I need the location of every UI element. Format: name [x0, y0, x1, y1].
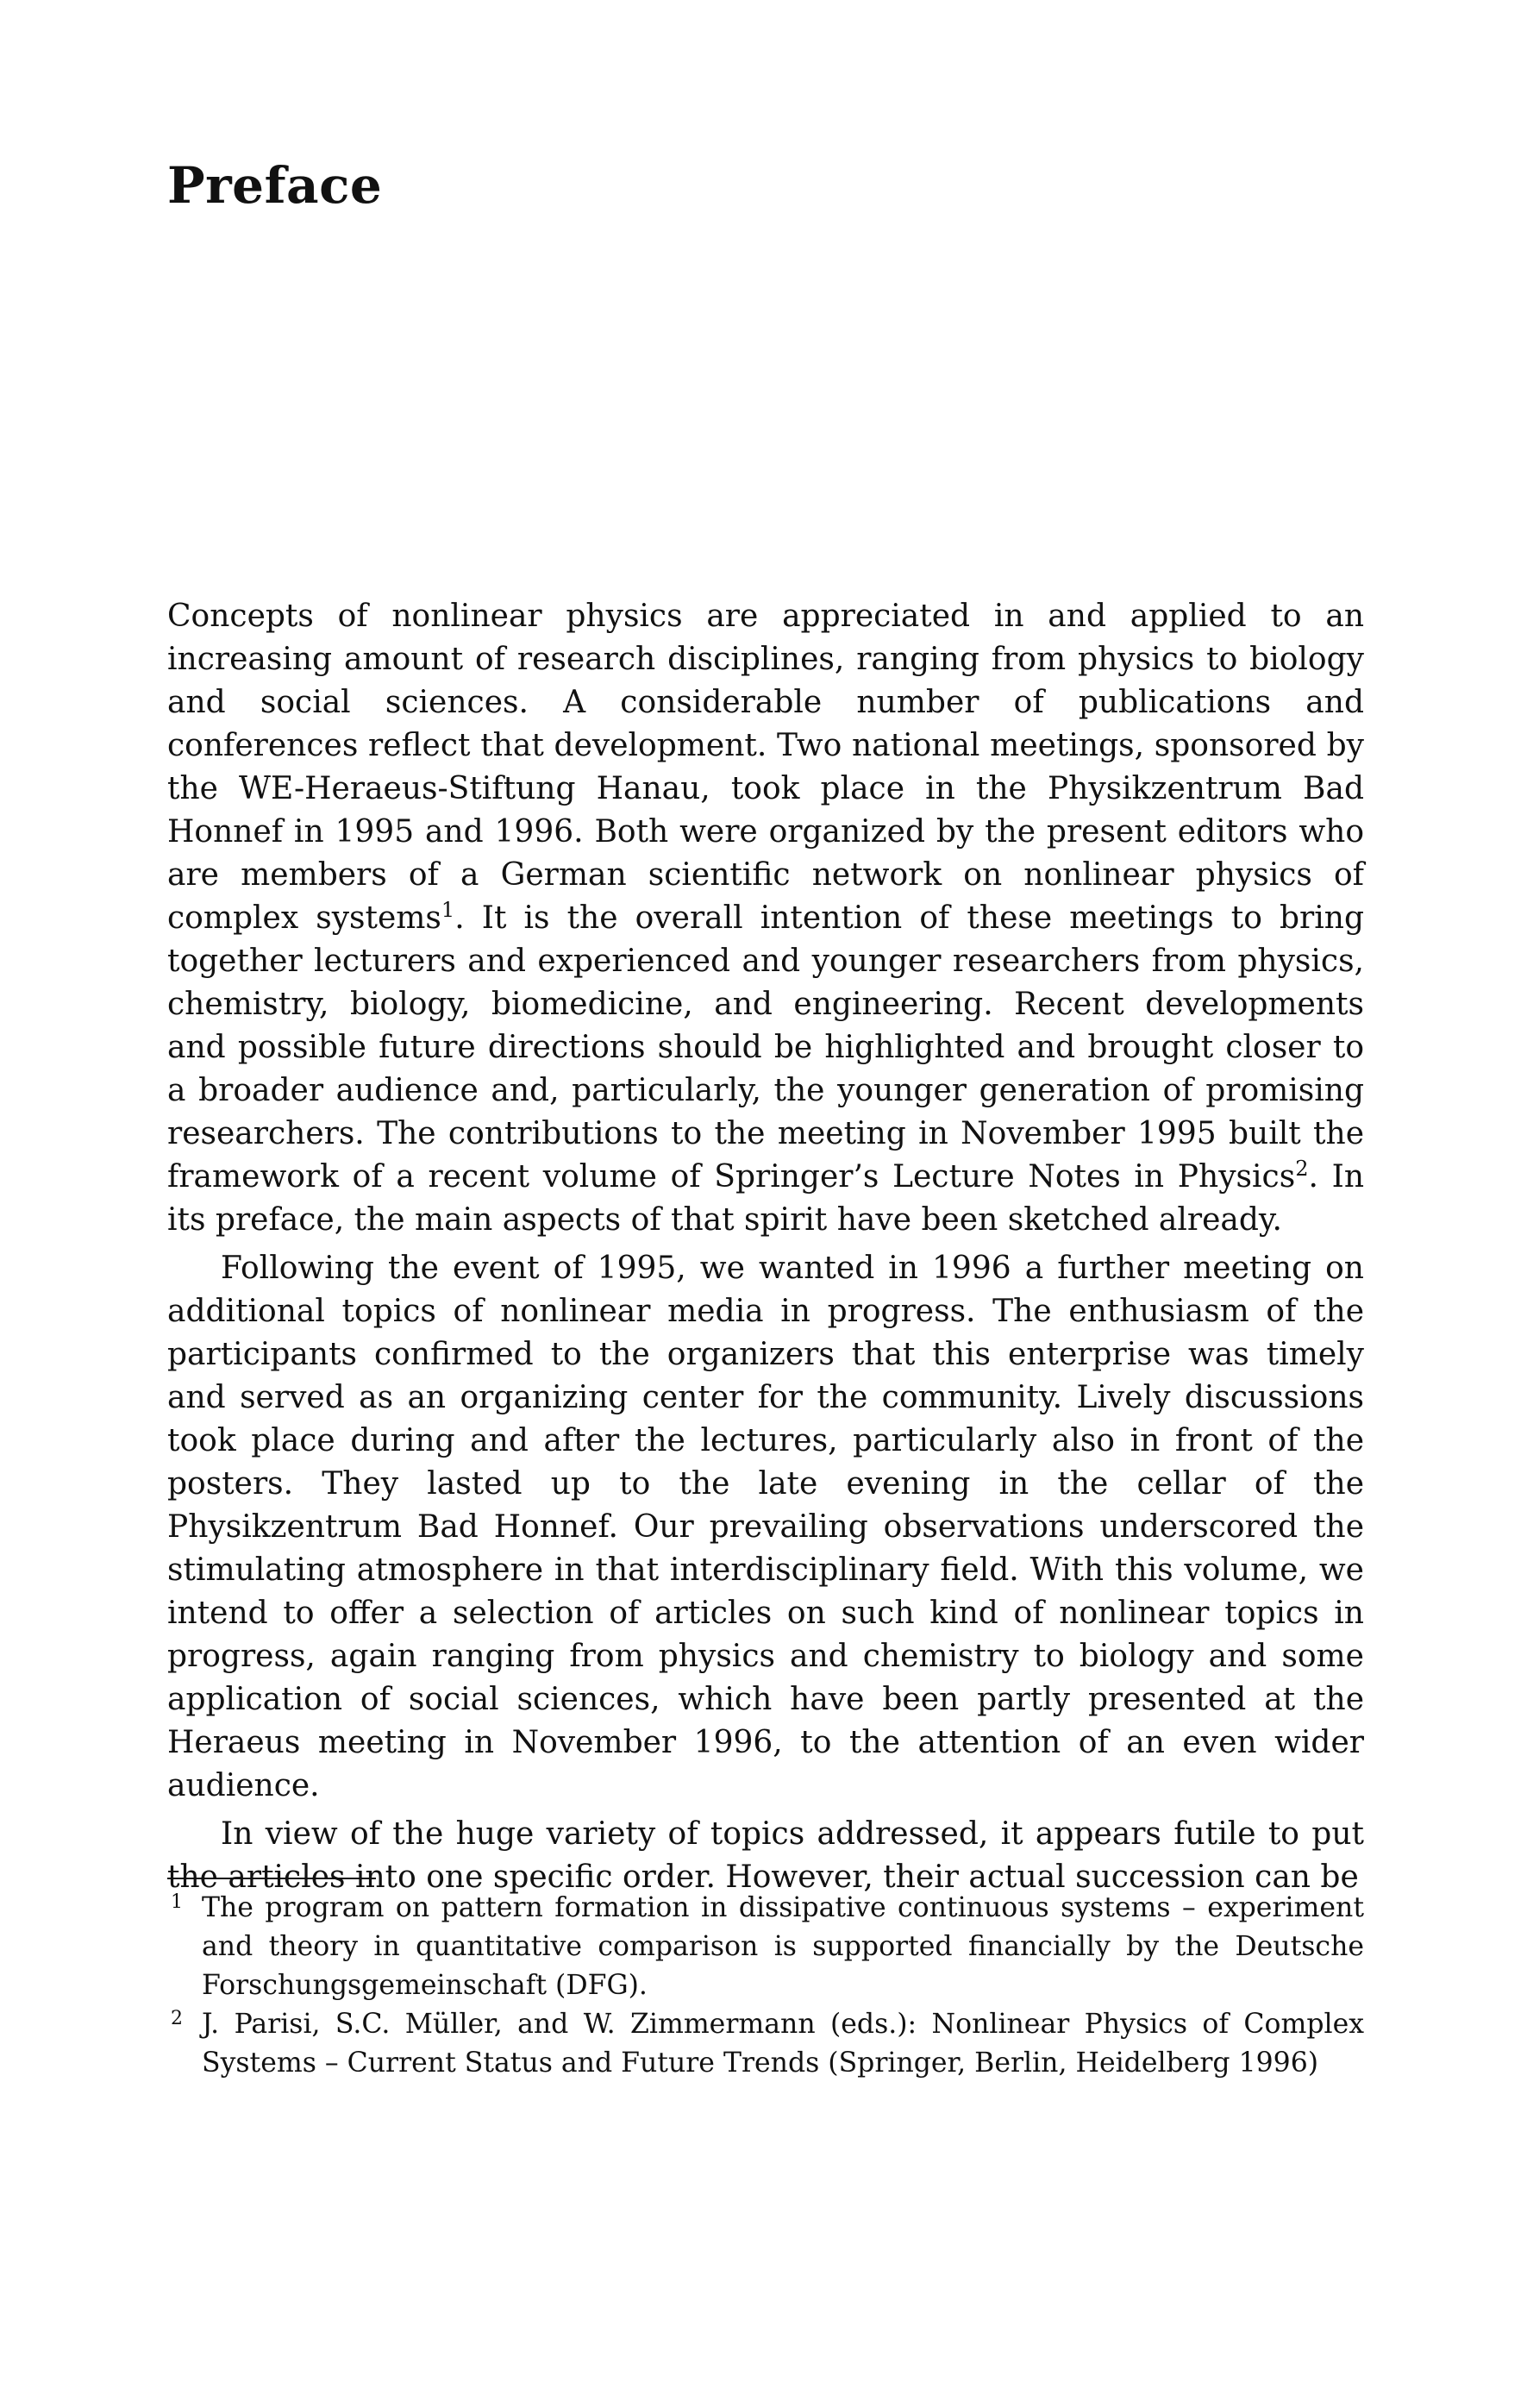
- footnotes: [167, 1889, 1364, 2083]
- paragraph-1: [167, 595, 1364, 1242]
- paragraph-1-part-3: . In its preface, the main aspects of that spirit have been sketched already.: [167, 1159, 1365, 1238]
- paragraph-2: Following the event of 1995, we wanted in 1996 a further meeting on additional topics of nonlinear media in progress. The enthusiasm of the participants confirmed to the organizers that this enterprise was timely and served as an organizing center for the community. Lively discussions took place during and after the lectures, particularly also in front of the posters. They lasted up to the late evening in the cellar of the Physikzentrum Bad Honnef. Our prevailing observations underscored the stimulating atmosphere in that interdisciplinary field. With this volume, we intend to offer a selection of articles on such kind of nonlinear topics in progress, again ranging from physics and chemistry to biology and some application of social sciences, which have been partly presented at the Heraeus meeting in November 1996, to the attention of an even wider audience.: [167, 1251, 1364, 1803]
- footnote-2-text: J. Parisi, S.C. Müller, and W. Zimmermann (eds.): Nonlinear Physics of Complex Systems – Current Status and Future Trends (Springer, Berlin, Heidelberg 1996): [202, 2009, 1364, 2079]
- footnote-divider: [167, 1878, 376, 1879]
- footnote-2: [167, 2005, 1364, 2083]
- page-title: Preface: [167, 156, 383, 215]
- footnote-1-text: The program on pattern formation in dissipative continuous systems – experiment and theory in quantitative comparison is supported financially by the Deutsche Forschungsgemeinschaft (DFG).: [202, 1892, 1364, 2001]
- footnote-ref-2[interactable]: 2: [1295, 1157, 1309, 1181]
- footnote-2-mark: 2: [171, 2008, 183, 2029]
- footnote-1-mark: 1: [171, 1891, 183, 1913]
- footnote-1: [167, 1889, 1364, 2005]
- footnote-ref-1[interactable]: 1: [441, 898, 455, 922]
- body-text: [167, 595, 1364, 1899]
- paragraph-1-part-2: . It is the overall intention of these meetings to bring together lecturers and experienced and younger researchers from physics, chemistry, biology, biomedicine, and engineering. Recent developments and possible future directions should be highlighted and brought closer to a broader audience and, particularly, the younger generation of promising researchers. The contributions to the meeting in November 1995 built the framework of a recent volume of Springer’s Lecture Notes in Physics: [167, 900, 1364, 1195]
- paragraph-1-part-1: Concepts of nonlinear physics are appreciated in and applied to an increasing amount of research disciplines, ranging from physics to biology and social sciences. A considerable number of publications and conferences reflect that development. Two national meetings, sponsored by the WE-Heraeus-Stiftung Hanau, took place in the Physikzentrum Bad Honnef in 1995 and 1996. Both were organized by the present editors who are members of a German scientific network on nonlinear physics of complex systems: [167, 599, 1364, 936]
- paragraph-3: In view of the huge variety of topics addressed, it appears futile to put the articles into one specific order. However, their actual succession can be: [167, 1816, 1364, 1895]
